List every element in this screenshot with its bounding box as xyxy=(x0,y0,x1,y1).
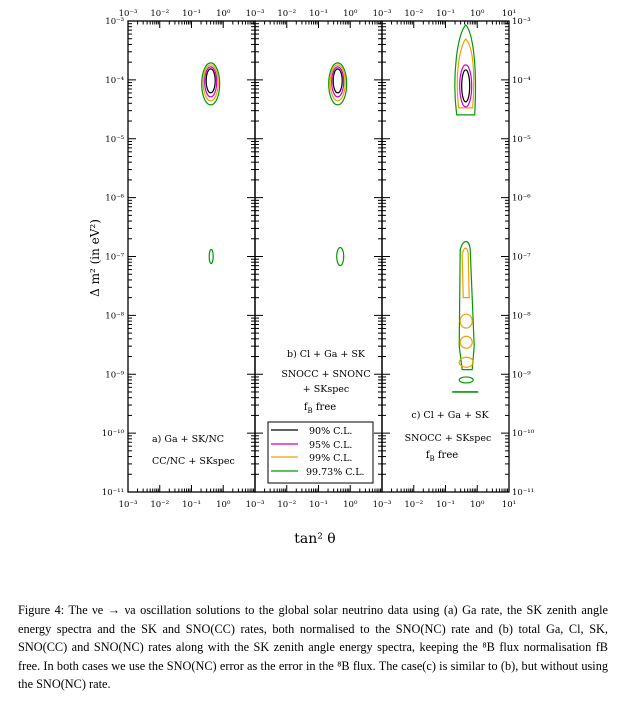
x-tick-label-bottom: 10⁻² xyxy=(404,500,424,510)
panel-c-frame xyxy=(382,21,509,492)
y-tick-label-left: 10⁻³ xyxy=(105,17,124,27)
x-tick-label-top: 10⁰ xyxy=(470,9,485,19)
legend-label-95: 95% C.L. xyxy=(309,440,353,451)
y-tick-label-left: 10⁻¹⁰ xyxy=(101,429,124,440)
contour-9973-island-c xyxy=(459,377,473,383)
x-tick-label-top: 10⁰ xyxy=(343,9,358,19)
y-tick-label-left: 10⁻⁷ xyxy=(105,252,124,263)
x-tick-label-top: 10⁻¹ xyxy=(309,9,328,19)
x-tick-label-top: 10⁻² xyxy=(277,9,297,19)
contour-90-lma-c xyxy=(462,70,470,102)
x-tick-label-bottom: 10¹ xyxy=(501,500,517,510)
panel-a-frame xyxy=(128,21,255,492)
y-tick-label-left: 10⁻⁹ xyxy=(105,370,124,381)
contour-90-lma xyxy=(333,69,342,93)
panel-b-label: b) Cl + Ga + SK xyxy=(287,349,365,360)
x-tick-label-bottom: 10⁻³ xyxy=(118,500,138,510)
y-tick-label-right: 10⁻⁴ xyxy=(512,75,531,86)
x-tick-label-top: 10⁻³ xyxy=(372,9,392,19)
x-axis-label: tan² θ xyxy=(294,531,336,547)
contour-99-island-c xyxy=(460,336,472,348)
contour-99-island-c xyxy=(460,314,472,328)
contour-9973-low xyxy=(209,250,213,264)
x-tick-label-top: 10⁻² xyxy=(404,9,424,19)
x-tick-label-bottom: 10⁰ xyxy=(343,500,358,510)
y-tick-label-right: 10⁻⁶ xyxy=(512,193,531,204)
caption-label: Figure 4: xyxy=(18,603,65,617)
x-tick-label-bottom: 10⁻³ xyxy=(372,500,392,510)
y-tick-label-right: 10⁻¹¹ xyxy=(512,488,535,498)
y-tick-label-left: 10⁻⁵ xyxy=(105,134,124,145)
y-tick-label-right: 10⁻⁹ xyxy=(512,370,531,381)
contour-90-lma xyxy=(206,69,215,93)
x-tick-label-bottom: 10⁻² xyxy=(150,500,170,510)
panel-c-sublabel: SNOCC + SKspec xyxy=(404,433,492,444)
panel-a-label: a) Ga + SK/NC xyxy=(152,434,225,445)
y-axis-label: Δ m² (in eV²) xyxy=(88,219,102,297)
y-tick-label-right: 10⁻⁸ xyxy=(512,311,531,322)
x-tick-label-bottom: 10⁻¹ xyxy=(436,500,455,510)
contour-99-low-c xyxy=(462,248,469,298)
x-tick-label-bottom: 10⁰ xyxy=(470,500,485,510)
panel-a-sublabel: CC/NC + SKspec xyxy=(152,456,235,467)
panel-b-frame xyxy=(255,21,382,492)
y-tick-label-right: 10⁻³ xyxy=(512,17,531,27)
panel-b-sublabel-1: SNOCC + SNONC xyxy=(281,369,371,380)
contour-9973-low xyxy=(337,248,344,266)
y-tick-label-left: 10⁻¹¹ xyxy=(101,488,124,498)
legend-label-9973: 99.73% C.L. xyxy=(306,467,365,478)
x-tick-label-bottom: 10⁻¹ xyxy=(309,500,328,510)
x-tick-label-top: 10⁻¹ xyxy=(436,9,455,19)
panel-c-fb-label: $f_B$ free xyxy=(425,450,459,463)
x-tick-label-top: 10⁻² xyxy=(150,9,170,19)
x-tick-label-bottom: 10⁻² xyxy=(277,500,297,510)
panel-b-sublabel-2: + SKspec xyxy=(302,384,350,395)
legend xyxy=(268,422,373,483)
x-tick-label-top: 10⁰ xyxy=(216,9,231,19)
y-tick-label-right: 10⁻⁵ xyxy=(512,134,531,145)
y-tick-label-right: 10⁻⁷ xyxy=(512,252,531,263)
x-tick-label-top: 10⁻³ xyxy=(118,9,138,19)
y-tick-label-right: 10⁻¹⁰ xyxy=(512,429,535,440)
x-tick-label-top: 10⁻¹ xyxy=(182,9,201,19)
x-tick-label-bottom: 10⁻³ xyxy=(245,500,265,510)
legend-label-99: 99% C.L. xyxy=(309,453,353,464)
figure-caption xyxy=(18,601,608,694)
contour-99-lma xyxy=(203,65,218,101)
y-tick-label-left: 10⁻⁶ xyxy=(105,193,124,204)
panel-c-label: c) Cl + Ga + SK xyxy=(411,410,489,421)
caption-text: The νe → νa oscillation solutions to the global solar neutrino data using (a) Ga rate, the SK zenith angle energy spectra and the SK and SNO(CC) rates, both normalised to the SNO(NC) rate and (b) total Ga, Cl, SK, SNO(CC) and SNO(NC) rates along with the SK zenith angle energy spectra, keeping the ⁸B flux normalisation fB free. In both cases we use the SNO(NC) error as the error in the ⁸B flux. The case(c) is similar to (b), but without using the SNO(NC) rate. xyxy=(18,603,608,692)
y-tick-label-left: 10⁻⁸ xyxy=(105,311,124,322)
contour-99-lma xyxy=(330,65,345,101)
y-tick-label-left: 10⁻⁴ xyxy=(105,75,124,86)
x-tick-label-top: 10¹ xyxy=(501,9,517,19)
legend-label-90: 90% C.L. xyxy=(309,426,353,437)
x-tick-label-bottom: 10⁻¹ xyxy=(182,500,201,510)
x-tick-label-bottom: 10⁰ xyxy=(216,500,231,510)
panel-b-fb-label: $f_B$ free xyxy=(303,402,337,415)
contour-9973-low-c xyxy=(459,242,474,370)
x-tick-label-top: 10⁻³ xyxy=(245,9,265,19)
